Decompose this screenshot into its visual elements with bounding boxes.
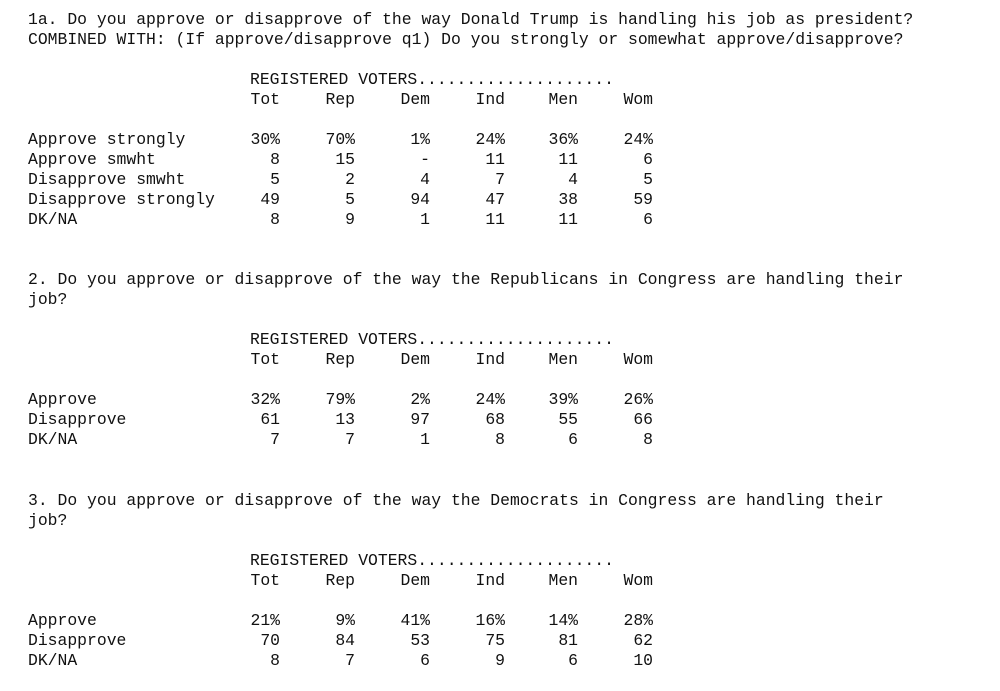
table-header-registered-voters: REGISTERED VOTERS.................... [250, 330, 614, 349]
row-label: Disapprove [28, 410, 127, 429]
cell-ind: 24% [475, 130, 505, 149]
cell-ind: 11 [485, 150, 505, 169]
cell-ind: 24% [475, 390, 505, 409]
cell-tot: 7 [270, 430, 280, 449]
cell-men: 55 [558, 410, 578, 429]
cell-tot: 49 [260, 190, 280, 209]
cell-wom: 8 [643, 430, 653, 449]
col-head-rep: Rep [325, 90, 355, 109]
cell-dem: 1 [420, 210, 430, 229]
col-head-dem: Dem [400, 571, 430, 590]
cell-rep: 79% [325, 390, 355, 409]
col-head-ind: Ind [475, 571, 505, 590]
cell-dem: 6 [420, 651, 430, 670]
col-head-men: Men [548, 571, 578, 590]
cell-dem: 97 [410, 410, 430, 429]
col-head-dem: Dem [400, 350, 430, 369]
col-head-wom: Wom [623, 90, 653, 109]
cell-men: 14% [548, 611, 578, 630]
row-label: Disapprove strongly [28, 190, 215, 209]
question-2-line-1: 2. Do you approve or disapprove of the way the Republicans in Congress are handling their [28, 270, 904, 289]
cell-rep: 7 [345, 651, 355, 670]
col-head-ind: Ind [475, 350, 505, 369]
cell-rep: 13 [335, 410, 355, 429]
cell-rep: 7 [345, 430, 355, 449]
cell-dem: 1% [410, 130, 430, 149]
cell-tot: 30% [250, 130, 280, 149]
cell-men: 6 [568, 430, 578, 449]
cell-dem: 2% [410, 390, 430, 409]
col-head-tot: Tot [250, 350, 280, 369]
cell-wom: 5 [643, 170, 653, 189]
cell-ind: 11 [485, 210, 505, 229]
cell-tot: 61 [260, 410, 280, 429]
cell-tot: 8 [270, 651, 280, 670]
row-label: Approve smwht [28, 150, 156, 169]
cell-tot: 21% [250, 611, 280, 630]
row-label: DK/NA [28, 651, 78, 670]
cell-tot: 70 [260, 631, 280, 650]
cell-wom: 6 [643, 150, 653, 169]
table-header-registered-voters: REGISTERED VOTERS.................... [250, 551, 614, 570]
cell-men: 6 [568, 651, 578, 670]
cell-men: 11 [558, 210, 578, 229]
cell-men: 11 [558, 150, 578, 169]
cell-dem: 94 [410, 190, 430, 209]
cell-ind: 16% [475, 611, 505, 630]
cell-men: 36% [548, 130, 578, 149]
row-label: DK/NA [28, 430, 78, 449]
cell-tot: 8 [270, 210, 280, 229]
row-label: Approve strongly [28, 130, 186, 149]
cell-wom: 28% [623, 611, 653, 630]
row-label: Approve [28, 611, 97, 630]
cell-ind: 9 [495, 651, 505, 670]
col-head-rep: Rep [325, 571, 355, 590]
cell-dem: 1 [420, 430, 430, 449]
cell-ind: 7 [495, 170, 505, 189]
cell-tot: 32% [250, 390, 280, 409]
col-head-tot: Tot [250, 571, 280, 590]
col-head-wom: Wom [623, 571, 653, 590]
cell-wom: 26% [623, 390, 653, 409]
cell-men: 39% [548, 390, 578, 409]
col-head-men: Men [548, 350, 578, 369]
cell-men: 81 [558, 631, 578, 650]
cell-dem: 53 [410, 631, 430, 650]
row-label: Approve [28, 390, 97, 409]
cell-rep: 70% [325, 130, 355, 149]
question-3-line-2: job? [28, 511, 68, 530]
question-3-line-1: 3. Do you approve or disapprove of the way the Democrats in Congress are handling their [28, 491, 884, 510]
cell-rep: 9 [345, 210, 355, 229]
cell-rep: 2 [345, 170, 355, 189]
question-1a-line-2: COMBINED WITH: (If approve/disapprove q1) Do you strongly or somewhat approve/disapprove? [28, 30, 904, 49]
cell-tot: 8 [270, 150, 280, 169]
cell-wom: 66 [633, 410, 653, 429]
row-label: Disapprove [28, 631, 127, 650]
cell-wom: 6 [643, 210, 653, 229]
cell-wom: 24% [623, 130, 653, 149]
question-2-line-2: job? [28, 290, 68, 309]
col-head-rep: Rep [325, 350, 355, 369]
cell-tot: 5 [270, 170, 280, 189]
row-label: Disapprove smwht [28, 170, 186, 189]
cell-ind: 75 [485, 631, 505, 650]
col-head-ind: Ind [475, 90, 505, 109]
cell-rep: 5 [345, 190, 355, 209]
col-head-men: Men [548, 90, 578, 109]
cell-ind: 68 [485, 410, 505, 429]
cell-men: 38 [558, 190, 578, 209]
cell-dem: 41% [400, 611, 430, 630]
col-head-dem: Dem [400, 90, 430, 109]
cell-rep: 9% [335, 611, 355, 630]
cell-ind: 8 [495, 430, 505, 449]
cell-men: 4 [568, 170, 578, 189]
cell-wom: 59 [633, 190, 653, 209]
cell-wom: 10 [633, 651, 653, 670]
question-1a-line-1: 1a. Do you approve or disapprove of the way Donald Trump is handling his job as president? [28, 10, 914, 29]
table-header-registered-voters: REGISTERED VOTERS.................... [250, 70, 614, 89]
cell-rep: 84 [335, 631, 355, 650]
cell-dem: - [420, 150, 430, 169]
col-head-tot: Tot [250, 90, 280, 109]
cell-wom: 62 [633, 631, 653, 650]
cell-dem: 4 [420, 170, 430, 189]
col-head-wom: Wom [623, 350, 653, 369]
cell-ind: 47 [485, 190, 505, 209]
cell-rep: 15 [335, 150, 355, 169]
row-label: DK/NA [28, 210, 78, 229]
